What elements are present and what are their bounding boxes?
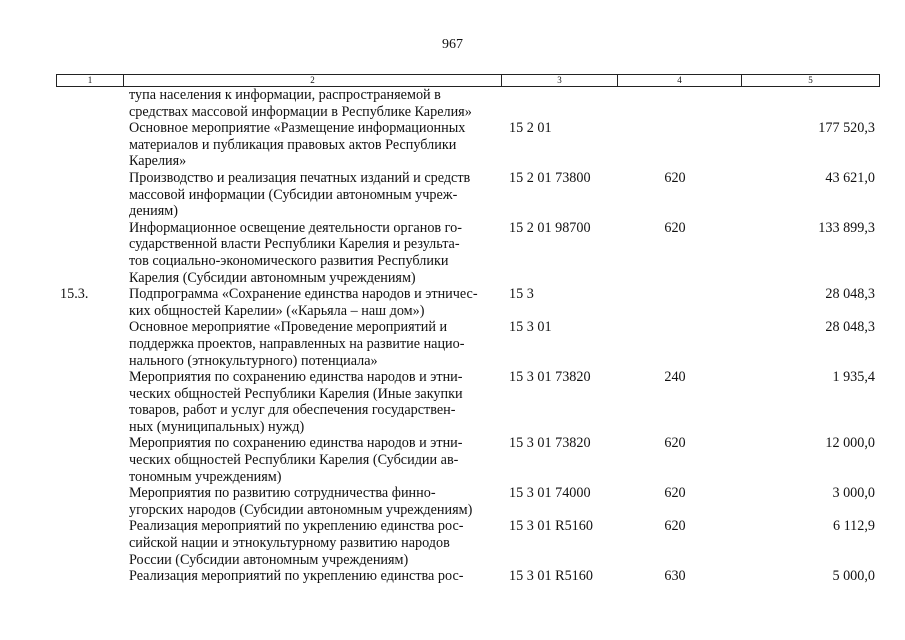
row-target-code: 15 3 [509,286,534,303]
row-expense-type: 240 [664,369,686,386]
row-expense-type: 620 [664,485,686,502]
description-line: Подпрограмма «Сохранение единства народов и этничес- [129,286,478,303]
table-row [0,286,905,319]
table-body [0,87,905,585]
row-amount: 1 935,4 [832,369,875,386]
description-line: тупа населения к информации, распространяемой в [129,87,441,103]
column-header-5: 5 [741,75,880,86]
description-line: России (Субсидии автономным учреждениям) [129,551,409,568]
row-expense-type: 620 [664,435,686,452]
description-line: Мероприятия по сохранению единства народов и этни- [129,435,463,452]
row-expense-type: 630 [664,568,686,585]
table-row [0,518,905,568]
description-line: массовой информации (Субсидии автономным учреж- [129,186,458,203]
description-line: Информационное освещение деятельности органов го- [129,219,462,236]
table-row [0,120,905,170]
row-target-code: 15 2 01 98700 [509,219,591,236]
description-line: Производство и реализация печатных изданий и средств [129,169,471,186]
row-target-code: 15 2 01 73800 [509,169,591,186]
row-target-code: 15 3 01 73820 [509,369,591,386]
row-amount: 133 899,3 [818,219,875,236]
table-row [0,170,905,220]
table-row [0,87,905,120]
table-row [0,485,905,518]
description-line: средствах массовой информации в Республике Карелия» [129,103,472,120]
row-expense-type: 620 [664,219,686,236]
column-header-4: 4 [617,75,741,86]
description-line: ческих общностей Республики Карелия (Иные закупки [129,385,463,402]
row-amount: 28 048,3 [825,286,875,303]
row-expense-type: 620 [664,169,686,186]
description-line: Карелия (Субсидии автономным учреждениям) [129,269,416,286]
row-target-code: 15 3 01 R5160 [509,518,593,535]
row-description [129,435,501,485]
description-line: материалов и публикация правовых актов Республики [129,136,457,153]
description-line: Карелия» [129,153,187,170]
column-header-1: 1 [56,75,123,86]
row-description [129,170,501,220]
description-line: угорских народов (Субсидии автономным учреждениям) [129,501,473,518]
description-line: ческих общностей Республики Карелия (Субсидии ав- [129,452,459,469]
description-line: дениям) [129,203,178,220]
table-row [0,369,905,435]
row-amount: 3 000,0 [832,485,875,502]
description-line: Основное мероприятие «Размещение информационных [129,120,466,137]
column-header-3: 3 [501,75,617,86]
description-line: тов социально-экономического развития Республики [129,252,449,269]
table-header [56,74,880,87]
description-line: Основное мероприятие «Проведение мероприятий и [129,319,448,336]
row-amount: 43 621,0 [825,169,875,186]
row-amount: 5 000,0 [832,568,875,585]
row-description [129,120,501,170]
description-line: товаров, работ и услуг для обеспечения государствен- [129,402,456,419]
row-target-code: 15 2 01 [509,120,552,137]
row-target-code: 15 3 01 73820 [509,435,591,452]
row-description [129,568,501,585]
row-description [129,87,501,120]
row-description [129,518,501,568]
row-amount: 177 520,3 [818,120,875,137]
row-target-code: 15 3 01 R5160 [509,568,593,585]
description-line: Реализация мероприятий по укреплению единства рос- [129,568,464,585]
description-line: Мероприятия по развитию сотрудничества финно- [129,485,436,502]
column-header-2: 2 [123,75,501,86]
table-row [0,435,905,485]
description-line: сийской нации и этнокультурному развитию народов [129,535,450,552]
row-number: 15.3. [60,286,89,303]
row-description [129,286,501,319]
row-target-code: 15 3 01 [509,319,552,336]
description-line: Реализация мероприятий по укреплению единства рос- [129,518,464,535]
row-target-code: 15 3 01 74000 [509,485,591,502]
description-line: Мероприятия по сохранению единства народов и этни- [129,369,463,386]
row-description [129,369,501,435]
row-description [129,220,501,286]
row-description [129,485,501,518]
page-number: 967 [442,37,463,52]
row-amount: 28 048,3 [825,319,875,336]
row-description [129,319,501,369]
description-line: ных (муниципальных) нужд) [129,418,305,435]
table-row [0,568,905,585]
table-row [0,220,905,286]
row-amount: 6 112,9 [832,518,875,535]
description-line: нального (этнокультурного) потенциала» [129,352,378,369]
description-line: ких общностей Карелии» («Карьяла – наш дом») [129,302,425,319]
row-amount: 12 000,0 [825,435,875,452]
description-line: поддержка проектов, направленных на развитие нацио- [129,335,465,352]
description-line: сударственной власти Республики Карелия и результа- [129,236,460,253]
table-row [0,319,905,369]
description-line: тономным учреждениям) [129,468,282,485]
row-expense-type: 620 [664,518,686,535]
